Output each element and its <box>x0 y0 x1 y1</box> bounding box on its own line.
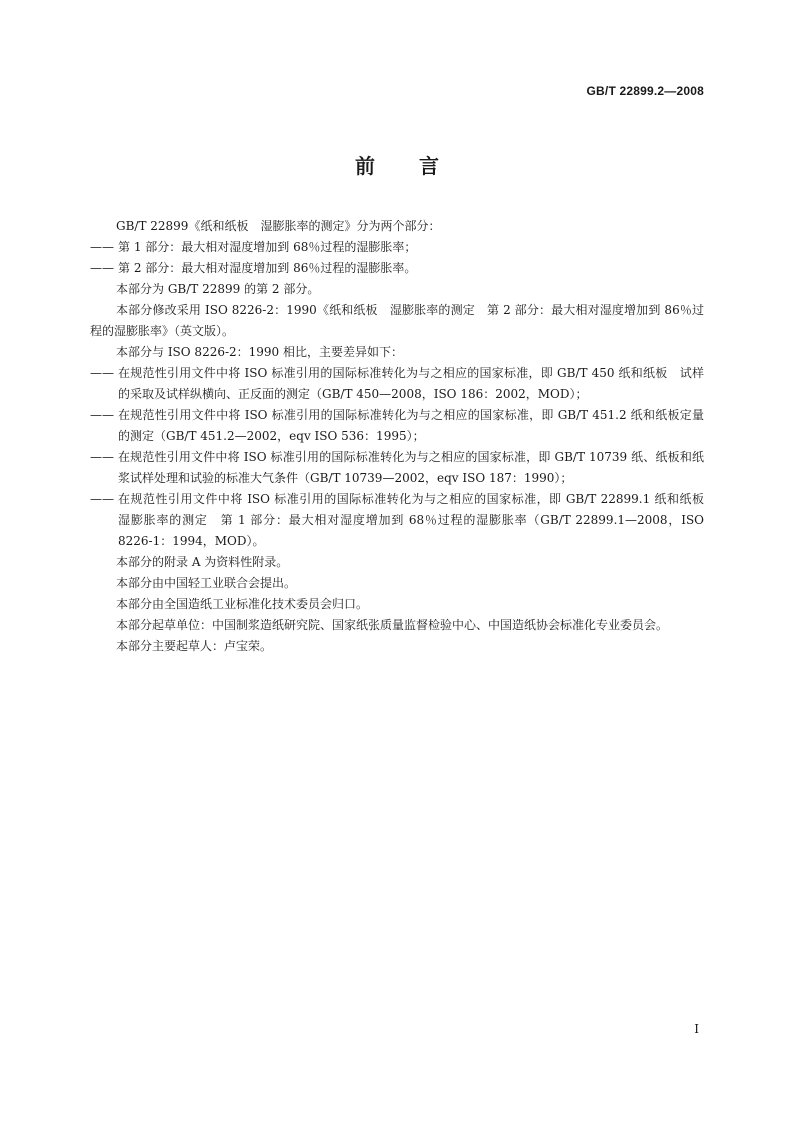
list-item-text: 第 1 部分：最大相对湿度增加到 68％过程的湿膨胀率； <box>118 240 417 254</box>
paragraph-adoption: 本部分修改采用 ISO 8226-2：1990《纸和纸板 湿膨胀率的测定 第 2 部分：最大相对湿度增加到 86％过程的湿膨胀率》（英文版）。 <box>90 303 704 338</box>
paragraph-intro: GB/T 22899《纸和纸板 湿膨胀率的测定》分为两个部分： <box>116 219 441 233</box>
standard-code: GB/T 22899.2—2008 <box>586 84 704 98</box>
dash-mark: —— <box>90 450 114 464</box>
difference-text: 在规范性引用文件中将 ISO 标准引用的国际标准转化为与之相应的国家标准，即 GB/T 451.2 纸和纸板定量的测定（GB/T 451.2—2002，eqv ISO 536：1995）； <box>118 408 704 443</box>
difference-text: 在规范性引用文件中将 ISO 标准引用的国际标准转化为与之相应的国家标准，即 GB/T 22899.1 纸和纸板 湿膨胀率的测定 第 1 部分：最大相对湿度增加到 68％过程的湿膨胀率（GB/T 22899.1—2008，ISO 8226-1：1994，MOD）。 <box>118 492 717 548</box>
difference-text: 在规范性引用文件中将 ISO 标准引用的国际标准转化为与之相应的国家标准，即 GB/T 450 纸和纸板 试样的采取及试样纵横向、正反面的测定（GB/T 450—2008，ISO 186：2002，MOD）； <box>118 366 704 401</box>
paragraph-annex: 本部分的附录 A 为资料性附录。 <box>116 555 289 569</box>
foreword-body <box>90 216 717 657</box>
title-char-1: 前 <box>355 154 375 178</box>
difference-item <box>90 363 704 405</box>
list-item <box>90 237 704 258</box>
dash-mark: —— <box>90 240 114 254</box>
difference-text: 在规范性引用文件中将 ISO 标准引用的国际标准转化为与之相应的国家标准，即 GB/T 10739 纸、纸板和纸浆试样处理和试验的标准大气条件（GB/T 10739—2002，eqv ISO 187：1990）； <box>118 450 704 485</box>
dash-mark: —— <box>90 492 114 506</box>
list-item-text: 第 2 部分：最大相对湿度增加到 86％过程的湿膨胀率。 <box>118 261 417 275</box>
dash-mark: —— <box>90 261 114 275</box>
paragraph-differences: 本部分与 ISO 8226-2：1990 相比，主要差异如下： <box>116 345 404 359</box>
dash-mark: —— <box>90 366 114 380</box>
list-item <box>90 258 704 279</box>
difference-item <box>90 405 704 447</box>
paragraph-drafters: 本部分主要起草人：卢宝荣。 <box>116 639 273 653</box>
title-char-2: 言 <box>419 154 439 178</box>
paragraph-proposer: 本部分由中国轻工业联合会提出。 <box>116 576 297 590</box>
dash-mark: —— <box>90 408 114 422</box>
page-number: I <box>694 1022 699 1036</box>
paragraph-part: 本部分为 GB/T 22899 的第 2 部分。 <box>116 282 320 296</box>
page-title <box>0 150 794 179</box>
difference-item <box>90 489 717 552</box>
paragraph-committee: 本部分由全国造纸工业标准化技术委员会归口。 <box>116 597 369 611</box>
paragraph-drafters-org: 本部分起草单位：中国制浆造纸研究院、国家纸张质量监督检验中心、中国造纸协会标准化专业委员会。 <box>116 618 669 632</box>
difference-item <box>90 447 704 489</box>
